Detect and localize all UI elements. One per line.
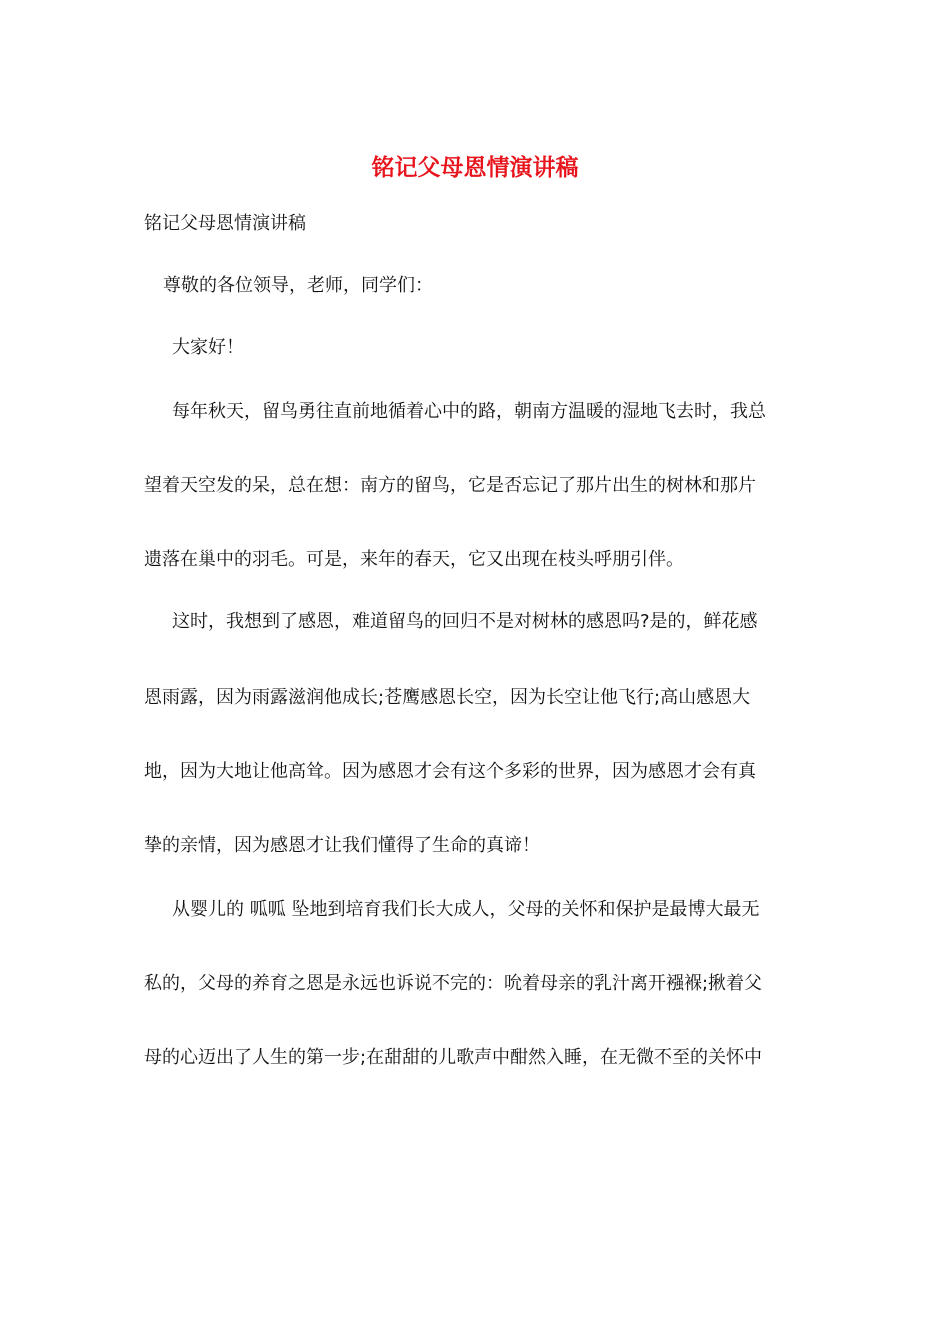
paragraph-line: 每年秋天，留鸟勇往直前地循着心中的路，朝南方温暖的湿地飞去时，我总 [172, 401, 766, 422]
document-title: 铭记父母恩情演讲稿 [371, 154, 579, 181]
paragraph-line: 从婴儿的 呱呱 坠地到培育我们长大成人，父母的关怀和保护是最博大最无 [172, 899, 760, 920]
paragraph-line: 望着天空发的呆，总在想：南方的留鸟，它是否忘记了那片出生的树林和那片 [144, 475, 756, 496]
paragraph-line: 母的心迈出了人生的第一步;在甜甜的儿歌声中酣然入睡，在无微不至的关怀中 [144, 1047, 763, 1068]
paragraph-line: 挚的亲情，因为感恩才让我们懂得了生命的真谛！ [144, 835, 540, 856]
document-subtitle: 铭记父母恩情演讲稿 [144, 213, 306, 234]
paragraph-line: 私的，父母的养育之恩是永远也诉说不完的：吮着母亲的乳汁离开襁褓;揪着父 [144, 973, 763, 994]
paragraph-line: 遗落在巢中的羽毛。可是，来年的春天，它又出现在枝头呼朋引伴。 [144, 549, 684, 570]
salutation: 尊敬的各位领导，老师，同学们： [163, 275, 433, 296]
greeting: 大家好！ [172, 337, 244, 358]
paragraph-line: 恩雨露，因为雨露滋润他成长;苍鹰感恩长空，因为长空让他飞行;高山感恩大 [144, 687, 751, 708]
paragraph-line: 地，因为大地让他高耸。因为感恩才会有这个多彩的世界，因为感恩才会有真 [144, 761, 756, 782]
paragraph-line: 这时，我想到了感恩，难道留鸟的回归不是对树林的感恩吗?是的，鲜花感 [172, 611, 758, 632]
